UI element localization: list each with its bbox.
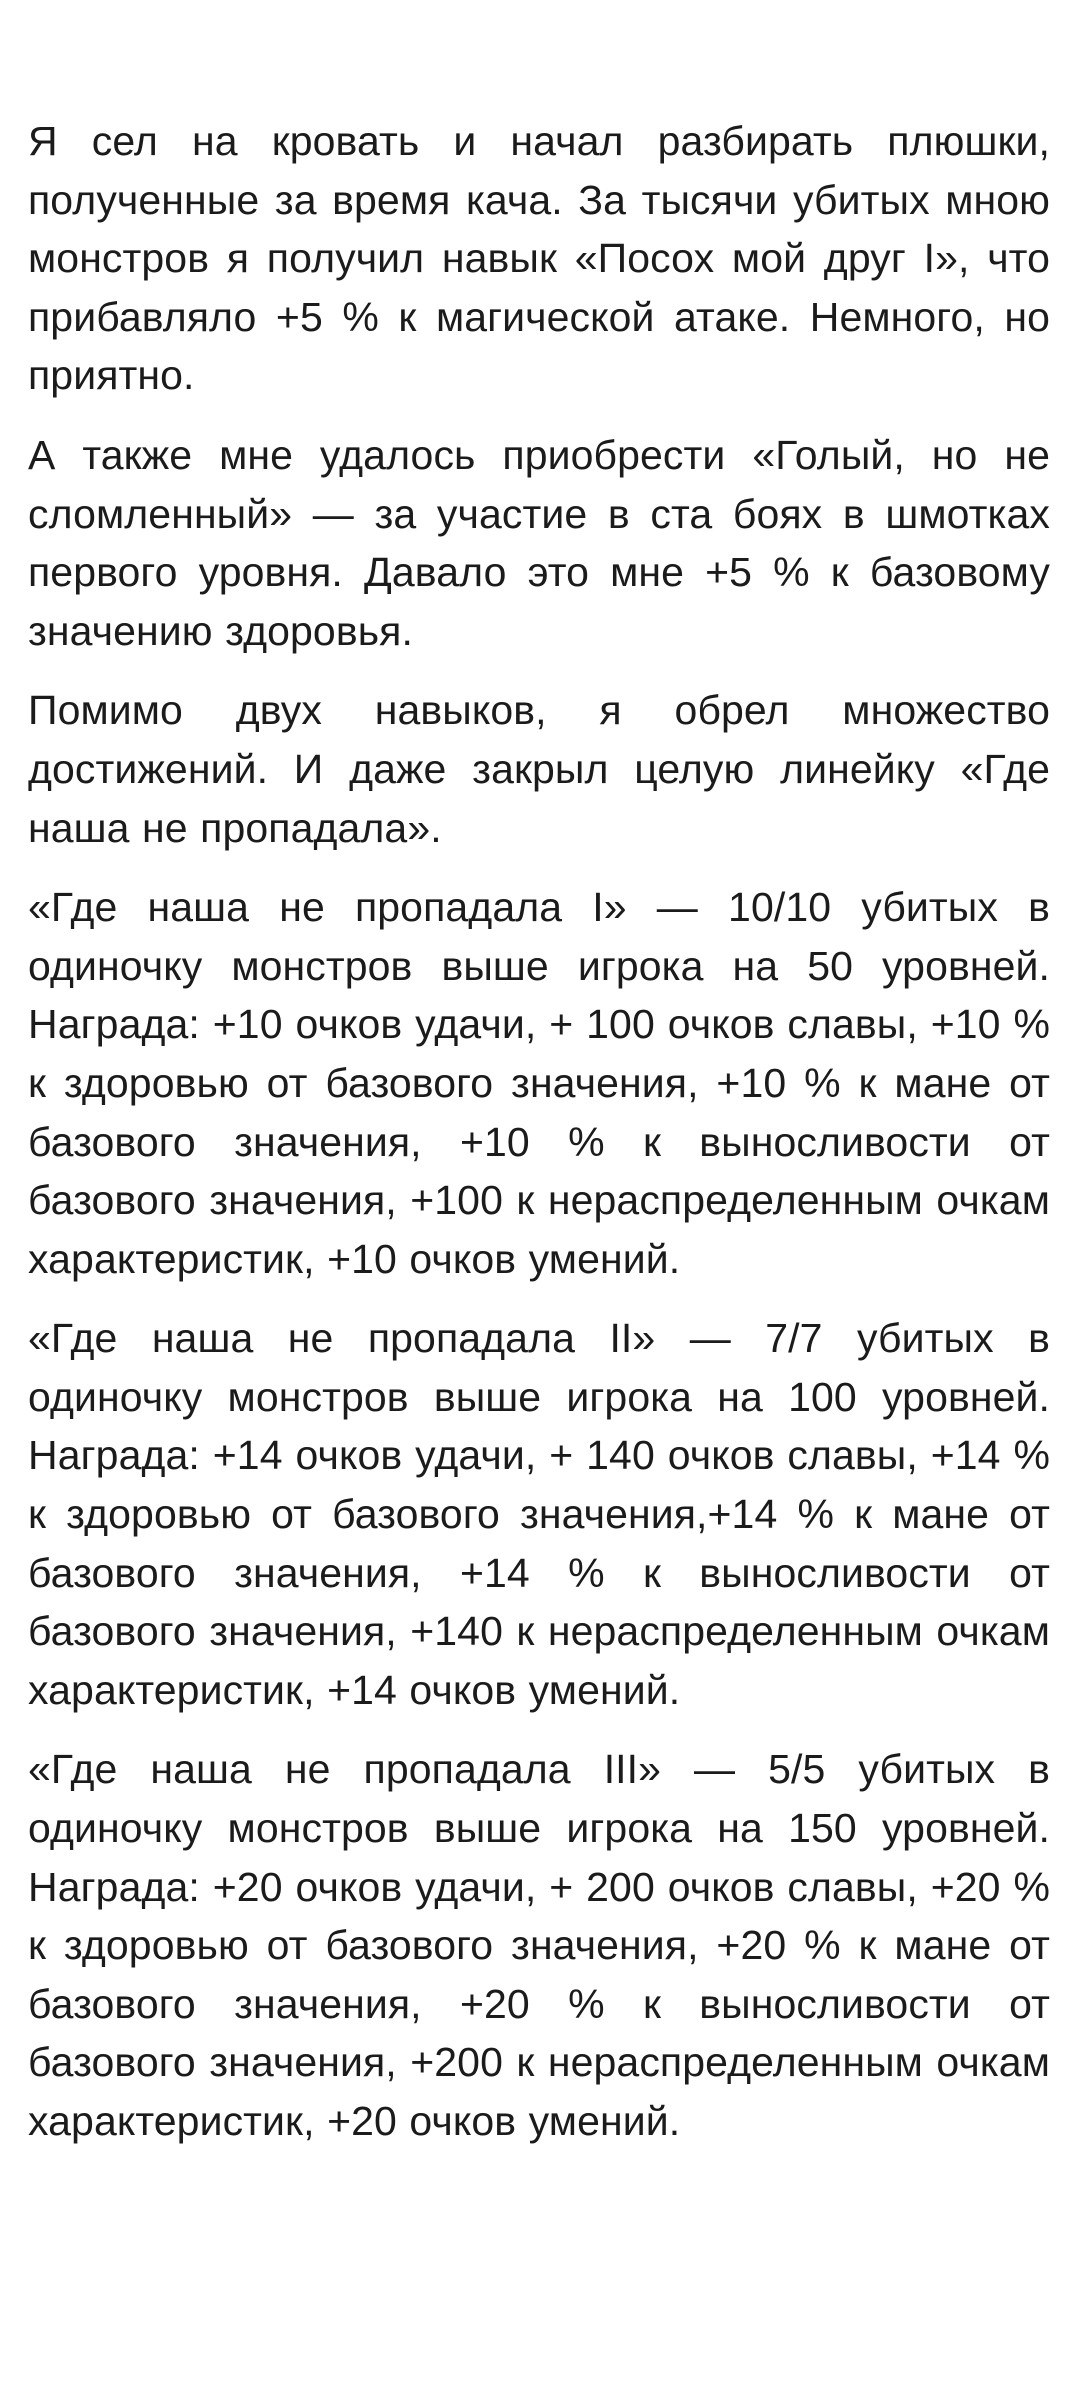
paragraph-achievements: Помимо двух навыков, я обрел множество достижений. И даже закрыл целую линейку «Где наша не пропадала».: [28, 687, 1050, 851]
paragraph-achievement-1: «Где наша не пропадала I» — 10/10 убитых в одиночку монстров выше игрока на 50 уровней. Награда: +10 очков удачи, + 100 очков славы, +10 % к здоровью от базового значения, +10 % к мане от базового значения, +10 % к выносливости от базового значения, +100 к нераспределенным очкам характеристик, +10 очков умений.: [28, 884, 1050, 1282]
paragraph-achievement-3: «Где наша не пропадала III» — 5/5 убитых в одиночку монстров выше игрока на 150 уровней. Награда: +20 очков удачи, + 200 очков славы, +20 % к здоровью от базового значения, +20 % к мане от базового значения, +20 % к выносливости от базового значения, +200 к нераспределенным очкам характеристик, +20 очков умений.: [28, 1746, 1050, 2144]
paragraph-achievement-2: «Где наша не пропадала II» — 7/7 убитых в одиночку монстров выше игрока на 100 уровней. Награда: +14 очков удачи, + 140 очков славы, +14 % к здоровью от базового значения,+14 % к мане от базового значения, +14 % к выносливости от базового значения, +140 к нераспределенным очкам характеристик, +14 очков умений.: [28, 1315, 1050, 1713]
book-text: [28, 112, 1050, 2172]
paragraph-skill-naked: А также мне удалось приобрести «Голый, но не сломленный» — за участие в ста боях в шмотках первого уровня. Давало это мне +5 % к базовому значению здоровья.: [28, 431, 1050, 654]
paragraph-skill-staff: Я сел на кровать и начал разбирать плюшки, полученные за время кача. За тысячи убитых мною монстров я получил навык «Посох мой друг I», что прибавляло +5 % к магической атаке. Немного, но приятно.: [28, 118, 1050, 399]
